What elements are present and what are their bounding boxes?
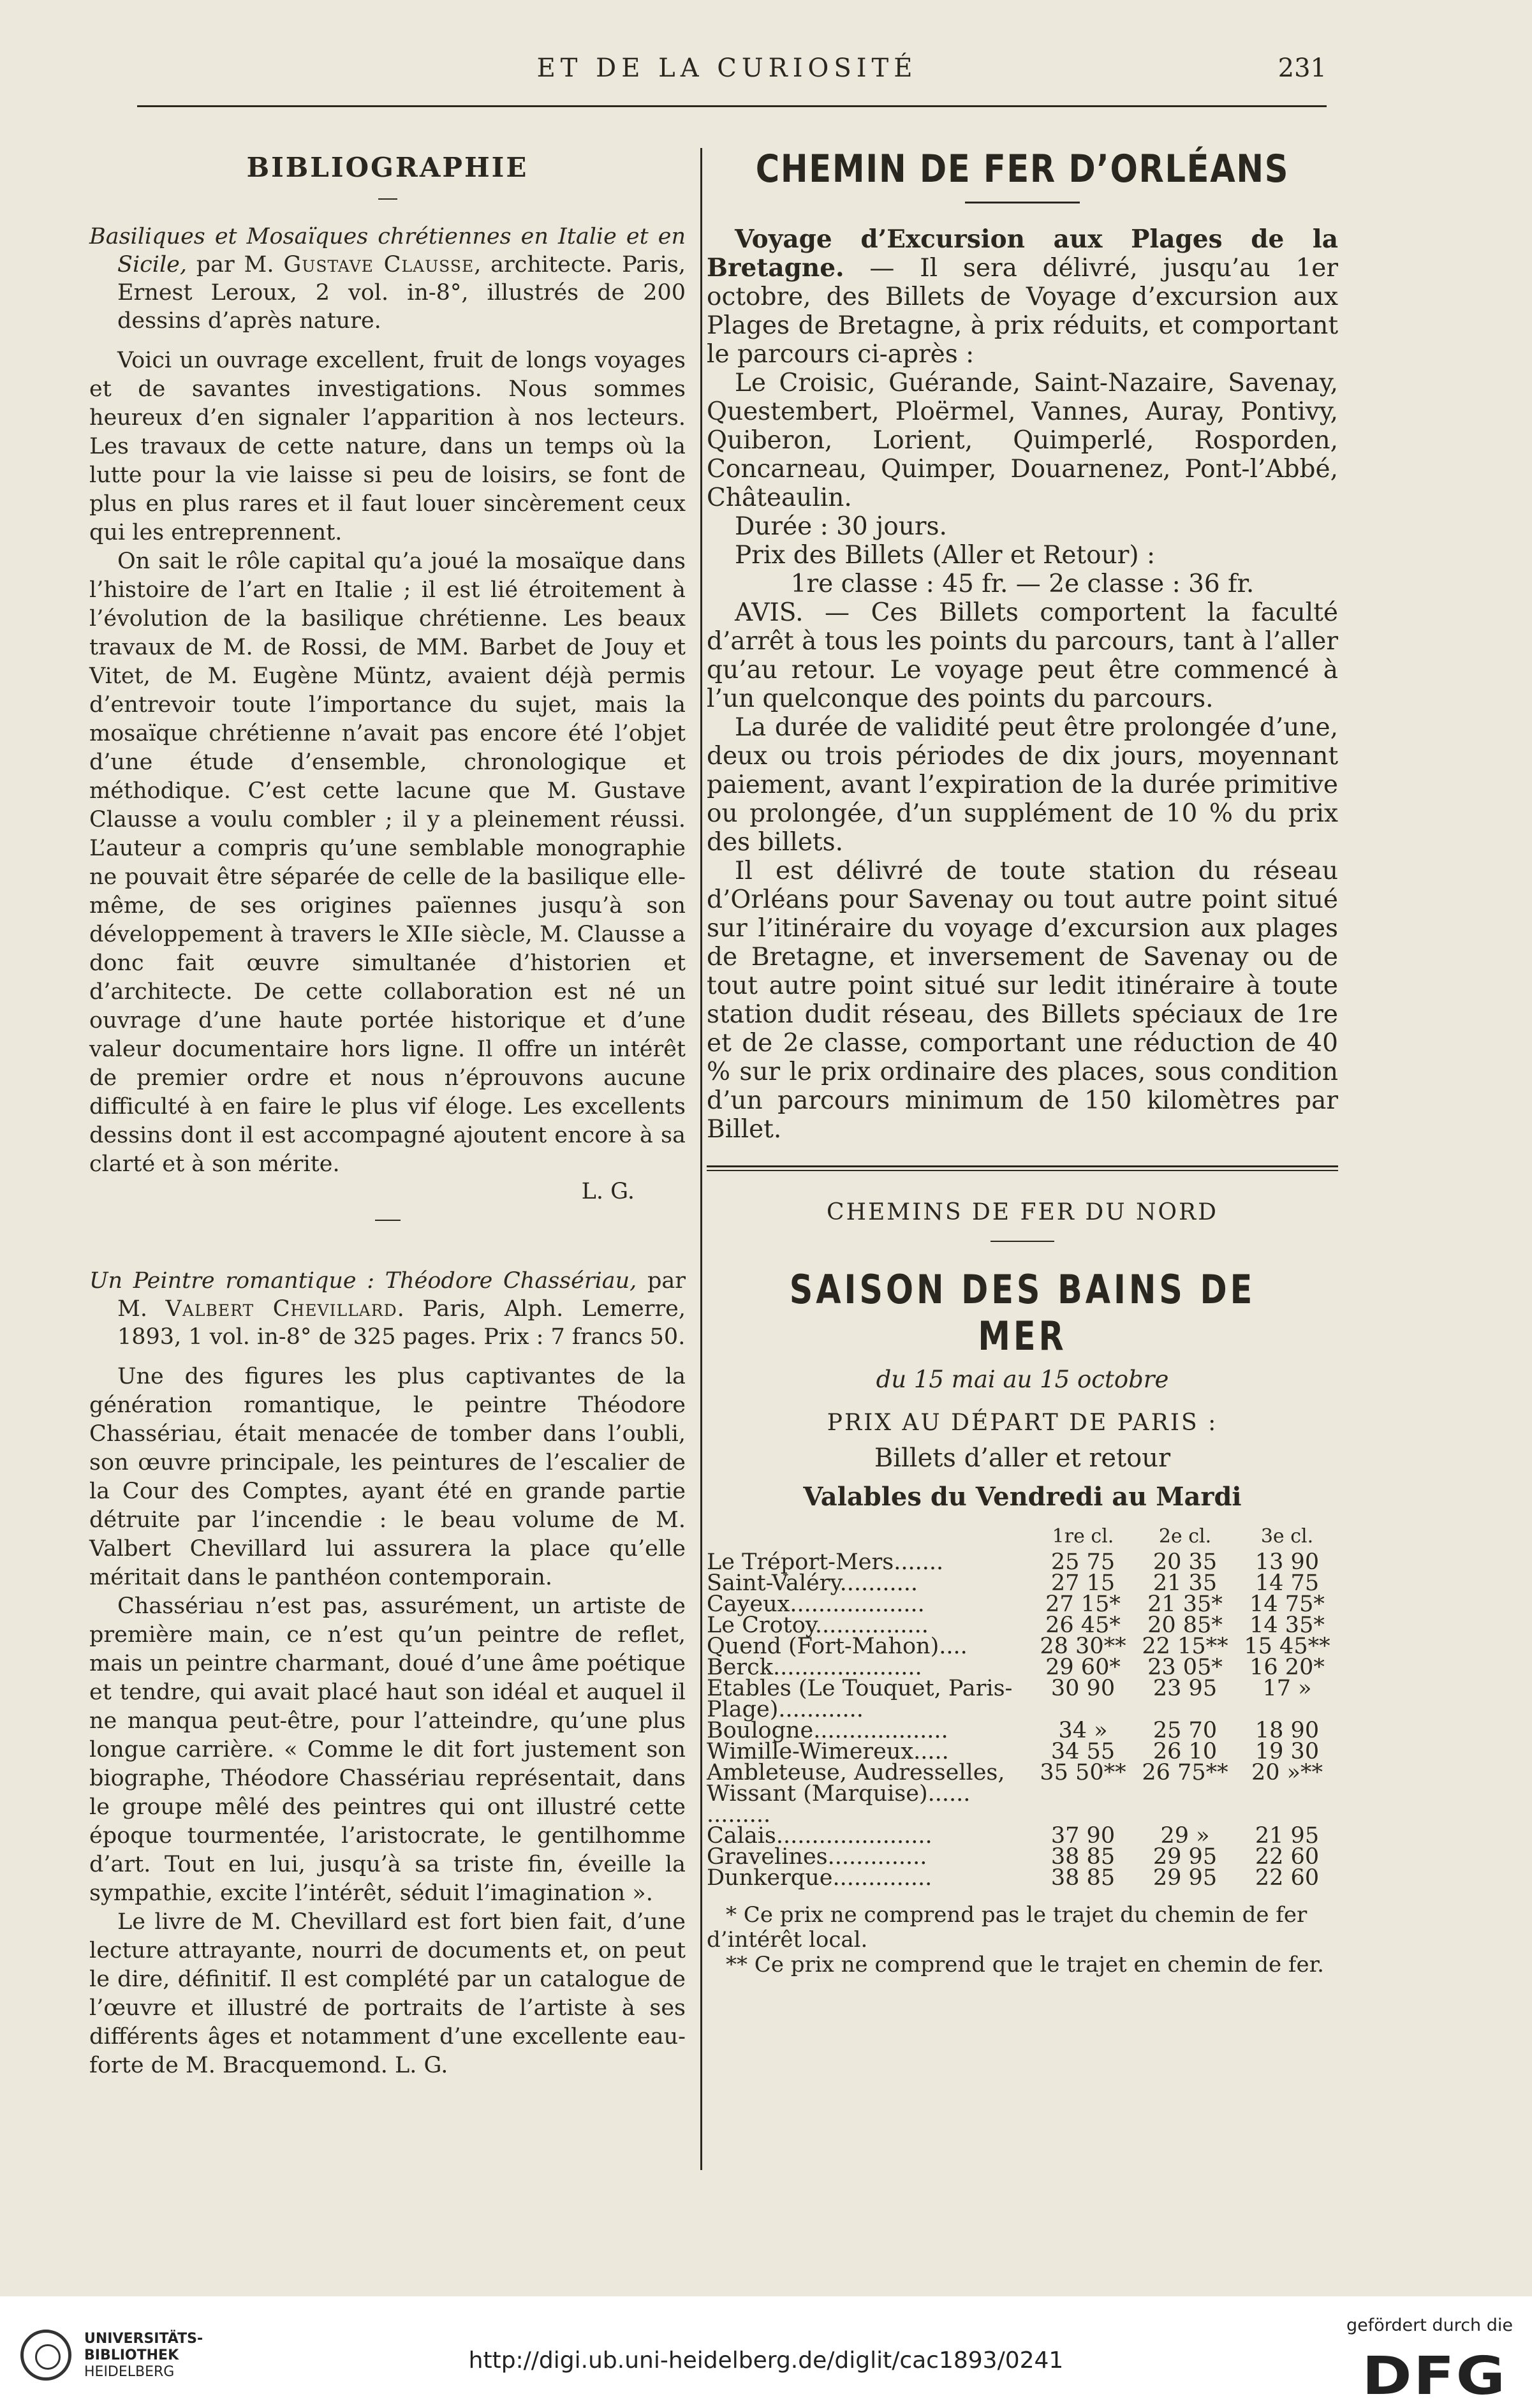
first-class-fare: 28 30** [1040,1634,1126,1659]
station-name: Quend (Fort-Mahon).... [707,1634,968,1659]
return-tickets-label: Billets d’aller et retour [874,1444,1171,1473]
notice-paragraph: AVIS. — Ces Billets comportent la faculté d’arrêt à tous les points du parcours, tant à l’aller qu’au retour. Le voyage peut être commencé à l’un quelconque des points du parcours. [707,598,1338,713]
first-class-fare: 35 50** [1040,1760,1126,1785]
source-url-link[interactable]: http://digi.ub.uni-heidelberg.de/diglit/cac1893/0241 [468,2347,1064,2374]
third-class-fare: 20 »** [1251,1760,1323,1785]
second-class-fare: 21 35 [1153,1570,1218,1596]
column-rule [700,148,702,2170]
note-local-railway: * Ce prix ne comprend pas le trajet du chemin de fer d’intérêt local. [707,1902,1307,1953]
first-class-fare: 25 75 [1050,1549,1116,1575]
station-name: Saint-Valéry........... [707,1570,918,1596]
station-name: Etables (Le Touquet, Paris-Plage)............ [707,1676,1013,1722]
second-class-fare: 29 95 [1153,1865,1218,1891]
bibliography-heading: BIBLIOGRAPHIE [246,152,529,183]
review-2-citation: Un Peintre romantique : Théodore Chassériau, par M. Valbert Chevillard. Paris, Alph. Lemerre, 1893, 1 vol. in-8° de 325 pages. Prix : 7 francs 50. [89,1268,686,1350]
third-class-fare: 16 20* [1249,1655,1325,1680]
library-name: UNIVERSITÄTS- BIBLIOTHEK HEIDELBERG [84,2331,203,2380]
orleans-title: CHEMIN DE FER D’ORLÉANS [755,147,1290,191]
second-class-fare: 23 95 [1153,1676,1218,1701]
first-class-fare: 34 55 [1050,1739,1116,1764]
section-rule-thin [707,1170,1338,1171]
station-name: Cayeux................... [707,1592,925,1617]
header-first-class: 1re cl. [1052,1525,1114,1547]
second-class-fare: 20 85* [1147,1613,1223,1638]
excursion-lead: Voyage d’Excursion aux Plages de la Bretagne. [707,225,1338,283]
third-class-fare: 19 30 [1255,1739,1320,1764]
third-class-fare: 21 95 [1255,1823,1320,1849]
fare-row [707,1678,1338,1720]
season-dates: du 15 mai au 15 octobre [876,1366,1169,1393]
second-class-fare: 26 75** [1142,1760,1228,1785]
first-class-fare: 37 90 [1050,1823,1116,1849]
second-class-fare: 21 35* [1147,1592,1223,1617]
station-name: Boulogne................... [707,1718,948,1743]
review-separator [375,1220,401,1221]
review-1-paragraph: On sait le rôle capital qu’a joué la mosaïque dans l’histoire de l’art en Italie ; il est lié étroitement à l’évolution de la basilique chrétienne. Les beaux travaux de M. de Rossi, de MM. Barbet de Jouy et Vitet, de M. Eugène Müntz, avaient déjà permis d’entrevoir toute l’importance du sujet, mais la mosaïque chrétienne n’avait pas encore été l’objet d’une étude d’ensemble, chronologique et méthodique. C’est cette lacune que M. Gustave Clausse a voulu combler ; il y a pleinement réussi. L’auteur a compris qu’une semblable monographie ne pouvait être séparée de celle de la basilique elle-même, de ses origines païennes jusqu’à son développement à travers le XIIe siècle, M. Clausse a donc fait œuvre simultanée d’historien et d’architecte. De cette collaboration est né un ouvrage d’une haute portée historique et d’une valeur documentaire hors ligne. Il offre un intérêt de premier ordre et nous n’éprouvons aucune difficulté à en faire le plus vif éloge. Les excellents dessins dont il est accompagné ajoutent encore à sa clarté et à son mérite. [89,549,686,1177]
station-name: Berck..................... [707,1655,922,1680]
first-class-fare: 27 15 [1050,1570,1116,1596]
review-2-paragraph: Le livre de M. Chevillard est fort bien fait, d’une lecture attrayante, nourri de documents et, on peut le dire, définitif. Il est complété par un catalogue de l’œuvre et illustré de portraits de l’artiste à ses différents âges et notamment d’une excellente eau-forte de M. Bracquemond. L. G. [89,1909,686,2078]
third-class-fare: 13 90 [1255,1549,1320,1575]
running-head [128,50,1327,94]
station-name: Ambleteuse, Audresselles, Wissant (Marquise)...... ......... [707,1760,1005,1828]
fares-table [707,1526,1338,1889]
third-class-fare: 22 60 [1255,1865,1320,1891]
station-name: Gravelines.............. [707,1844,927,1870]
first-class-fare: 38 85 [1050,1844,1116,1870]
review-2-paragraph: Une des figures les plus captivantes de la génération romantique, le peintre Théodore Chassériau, était menacée de tomber dans l’oubli, son œuvre principale, les peintures de l’escalier de la Cour des Comptes, ayant été en grande partie détruite par l’incendie : le beau volume de M. Valbert Chevillard lui assurera la place qu’elle méritait dans le panthéon contemporain. [89,1364,686,1590]
first-class-fare: 29 60* [1045,1655,1121,1680]
fare-notes [707,1903,1338,1977]
fare-row [707,1868,1338,1889]
saison-title: SAISON DES BAINS DE MER [789,1266,1256,1359]
review-1-citation: Basiliques et Mosaïques chrétiennes en Italie et en Sicile, par M. Gustave Clausse, architecte. Paris, Ernest Leroux, 2 vol. in-8°, illustrés de 200 dessins d’après nature. [89,224,686,334]
first-class-fare: 30 90 [1050,1676,1116,1701]
title-rule [965,202,1080,203]
second-class-fare: 23 05* [1147,1655,1223,1680]
second-class-fare: 26 10 [1153,1739,1218,1764]
excursion-paragraph: Voyage d’Excursion aux Plages de la Bretagne. — Il sera délivré, jusqu’au 1er octobre, des Billets de Voyage d’excursion aux Plages de Bretagne, à prix réduits, et comportant le parcours ci-après : [707,225,1338,369]
nord-rule [991,1241,1054,1242]
second-class-fare: 29 » [1160,1823,1210,1849]
first-class-fare: 34 » [1058,1718,1108,1743]
validity-paragraph: La durée de validité peut être prolongée d’une, deux ou trois périodes de dix jours, moyennant paiement, avant l’expiration de la durée primitive ou prolongée, d’un supplément de 10 % du prix des billets. [707,713,1338,857]
third-class-fare: 22 60 [1255,1844,1320,1870]
third-class-fare: 14 35* [1249,1613,1325,1638]
station-name: Calais...................... [707,1823,932,1849]
second-class-fare: 22 15** [1142,1634,1228,1659]
third-class-fare: 14 75 [1255,1570,1320,1596]
special-tickets-paragraph: Il est délivré de toute station du réseau d’Orléans pour Savenay ou tout autre point situé sur l’itinéraire du voyage d’excursion aux plages de Bretagne, et inversement de Savenay ou de tout autre point situé sur ledit itinéraire à toute station dudit réseau, des Billets spéciaux de 1re et de 2e classe, comportant une réduction de 40 % sur le prix ordinaire des places, sous condition d’un parcours minimum de 150 kilomètres par Billet. [707,857,1338,1144]
digitization-footer [0,2296,1532,2408]
review-1-signature: L. G. [581,1179,635,1204]
right-column [707,147,1338,1977]
first-class-fare: 27 15* [1045,1592,1121,1617]
first-class-fare: 26 45* [1045,1613,1121,1638]
heading-dash [378,198,397,200]
route-list: Le Croisic, Guérande, Saint-Nazaire, Savenay, Questembert, Ploërmel, Vannes, Auray, Pontivy, Quiberon, Lorient, Quimperlé, Rosporden, Concarneau, Quimper, Douarnenez, Pont-l’Abbé, Châteaulin. [707,369,1338,512]
header-rule [137,105,1327,107]
third-class-fare: 17 » [1262,1676,1312,1701]
third-class-fare: 14 75* [1249,1592,1325,1617]
validity-days: Valables du Vendredi au Mardi [803,1482,1242,1512]
departure-prices-heading: PRIX AU DÉPART DE PARIS : [827,1410,1218,1436]
nord-heading: CHEMINS DE FER DU NORD [827,1199,1218,1225]
header-second-class: 2e cl. [1158,1525,1212,1547]
second-class-fare: 29 95 [1153,1844,1218,1870]
ticket-prices-label: Prix des Billets (Aller et Retour) : [735,541,1156,570]
third-class-fare: 18 90 [1255,1718,1320,1743]
review-1-title: Basiliques et Mosaïques chrétiennes en Italie et en Sicile, [89,224,686,277]
funding-note: gefördert durch die [1346,2316,1513,2335]
fare-row [707,1762,1338,1826]
third-class-fare: 15 45** [1244,1634,1330,1659]
review-2-title: Un Peintre romantique : Théodore Chassériau, [89,1268,637,1294]
section-rule [707,1165,1338,1167]
station-name: Le Tréport-Mers....... [707,1549,944,1575]
station-name: Wimille-Wimereux..... [707,1739,949,1764]
note-rail-only: ** Ce prix ne comprend que le trajet en chemin de fer. [726,1952,1324,1977]
duration: Durée : 30 jours. [735,512,947,541]
class-prices: 1re classe : 45 fr. — 2e classe : 36 fr. [790,570,1255,598]
header-third-class: 3e cl. [1260,1525,1314,1547]
second-class-fare: 20 35 [1153,1549,1218,1575]
review-1-paragraph: Voici un ouvrage excellent, fruit de longs voyages et de savantes investigations. Nous sommes heureux d’en signaler l’apparition à nos lecteurs. Les travaux de cette nature, dans un temps où la lutte pour la vie laisse si peu de loisirs, se font de plus en plus rares et il faut louer sincèrement ceux qui les entreprennent. [89,348,686,545]
station-name: Le Crotoy................ [707,1613,929,1638]
second-class-fare: 25 70 [1153,1718,1218,1743]
review-2-author: Valbert Chevillard [165,1296,397,1322]
fares-header-row [707,1526,1338,1552]
left-column [89,147,686,2080]
dfg-logo: DFG [1362,2346,1506,2407]
page-number: 231 [1278,54,1327,83]
review-1-author: Gustave Clausse [283,252,475,277]
station-name: Dunkerque.............. [707,1865,932,1891]
review-2-paragraph: Chassériau n’est pas, assurément, un artiste de première main, ce n’est qu’un peintre de reflet, mais un peintre charmant, doué d’une âme poétique et tendre, qui avait placé haut son idéal et auquel il ne manqua peut-être, pour l’atteindre, qu’une plus longue carrière. « Comme le dit fort justement son biographe, Théodore Chassériau représentait, dans le groupe mêlé des peintres qui ont illustré cette époque tourmentée, l’aristocrate, le gentilhomme d’art. Tout en lui, jusqu’à sa triste fin, éveille la sympathie, excite l’intérêt, séduit l’imagination ». [89,1593,686,1906]
running-title: ET DE LA CURIOSITÉ [536,54,918,83]
first-class-fare: 38 85 [1050,1865,1116,1891]
